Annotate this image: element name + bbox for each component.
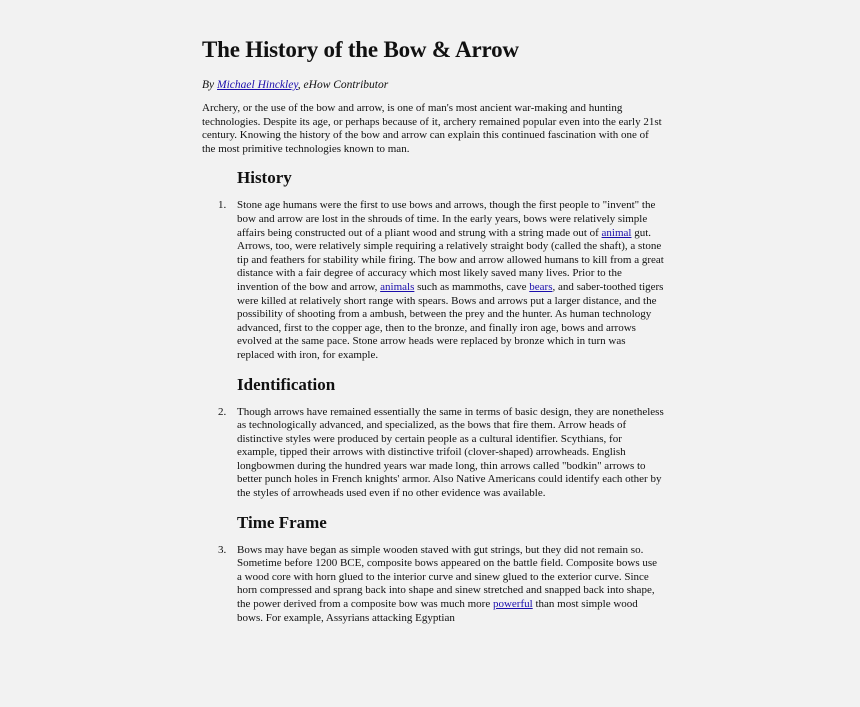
text-run: than most simple wood bows. For example, Assyrians attacking Egyptian bbox=[237, 598, 638, 624]
byline bbox=[202, 78, 664, 92]
byline-prefix: By bbox=[202, 79, 218, 91]
list-item-identification bbox=[218, 405, 664, 501]
bears-link[interactable]: bears bbox=[529, 280, 553, 293]
animal-link[interactable]: animal bbox=[601, 226, 632, 239]
section-text-time-frame bbox=[237, 544, 664, 626]
article bbox=[202, 36, 664, 637]
list-item-history bbox=[218, 199, 664, 362]
section-text-history bbox=[237, 199, 664, 362]
byline-suffix: , eHow Contributor bbox=[297, 79, 389, 91]
text-run: such as mammoths, cave bbox=[414, 280, 530, 293]
article-title: The History of the Bow & Arrow bbox=[202, 37, 519, 62]
list-number: 2. bbox=[218, 405, 227, 418]
section-text-identification: Though arrows have remained essentially the same in terms of basic design, they are nonetheless as technologically advanced, and specialized, as the bows that fire them. Arrow heads of distinctive styles were produced by certain people as a cultural identifier. Scythians, for example, tipped their arrows with distinctive trifoil (clover-shaped) arrowheads. English longbowmen during the hundred years war made long, thin arrows called "bodkin" arrows to better punch holes in French knights' armor. Also Native Americans could identify each other by the styles of arrowheads used even if no other evidence was available. bbox=[237, 405, 664, 500]
author-link[interactable]: Michael Hinckley bbox=[217, 79, 298, 91]
list-number: 1. bbox=[218, 199, 227, 212]
text-run: Bows may have began as simple wooden staved with gut strings, but they did not remain so. Sometime before 1200 BCE, composite bows appeared on the battle field. Composite bows use a wood core with horn glued to the interior curve and sinew glued to the exterior curve. Since horn compressed and sprang back into shape and sinew stretched and snapped back into shape, the power derived from a composite bow was much more bbox=[237, 543, 658, 611]
text-run: , and saber-toothed tigers were killed at relatively short range with spears. Bows and arrows put a larger distance, and the possibility of shooting from a ambush, between the prey and the hunter. As human technology advanced, first to the copper age, then to the bronze, and finally iron age, bows and arrows evolved at the same pace. Stone arrow heads were replaced by bronze which in turn was replaced with iron, for example. bbox=[237, 280, 664, 361]
powerful-link[interactable]: powerful bbox=[492, 598, 533, 611]
text-run: gut. Arrows, too, were relatively simple requiring a relatively straight body (called the shaft), a stone tip and feathers for stability while firing. The bow and arrow allowed humans to kill from a great distance with a fair degree of accuracy which most likely saved many lives. Prior to the invention of the bow and arrow, bbox=[237, 226, 664, 293]
list-number: 3. bbox=[218, 543, 227, 556]
section-heading-time-frame: Time Frame bbox=[237, 512, 327, 532]
section-heading-history: History bbox=[237, 168, 292, 188]
section-heading-identification: Identification bbox=[237, 374, 336, 394]
text-run: Stone age humans were the first to use bows and arrows, though the first people to "invent" the bow and arrow are lost in the shrouds of time. In the early years, bows were relatively simple affairs being constructed out of a pliant wood and strung with a string made out of bbox=[237, 199, 656, 239]
intro-paragraph: Archery, or the use of the bow and arrow, is one of man's most ancient war-making and hunting technologies. Despite its age, or perhaps because of it, archery remained popular even into the early 21st century. Knowing the history of the bow and arrow can explain this continued fascination with one of the most primitive technologies known to man. bbox=[202, 102, 662, 155]
list-item-time-frame bbox=[218, 543, 664, 626]
animals-link[interactable]: animals bbox=[380, 280, 415, 293]
